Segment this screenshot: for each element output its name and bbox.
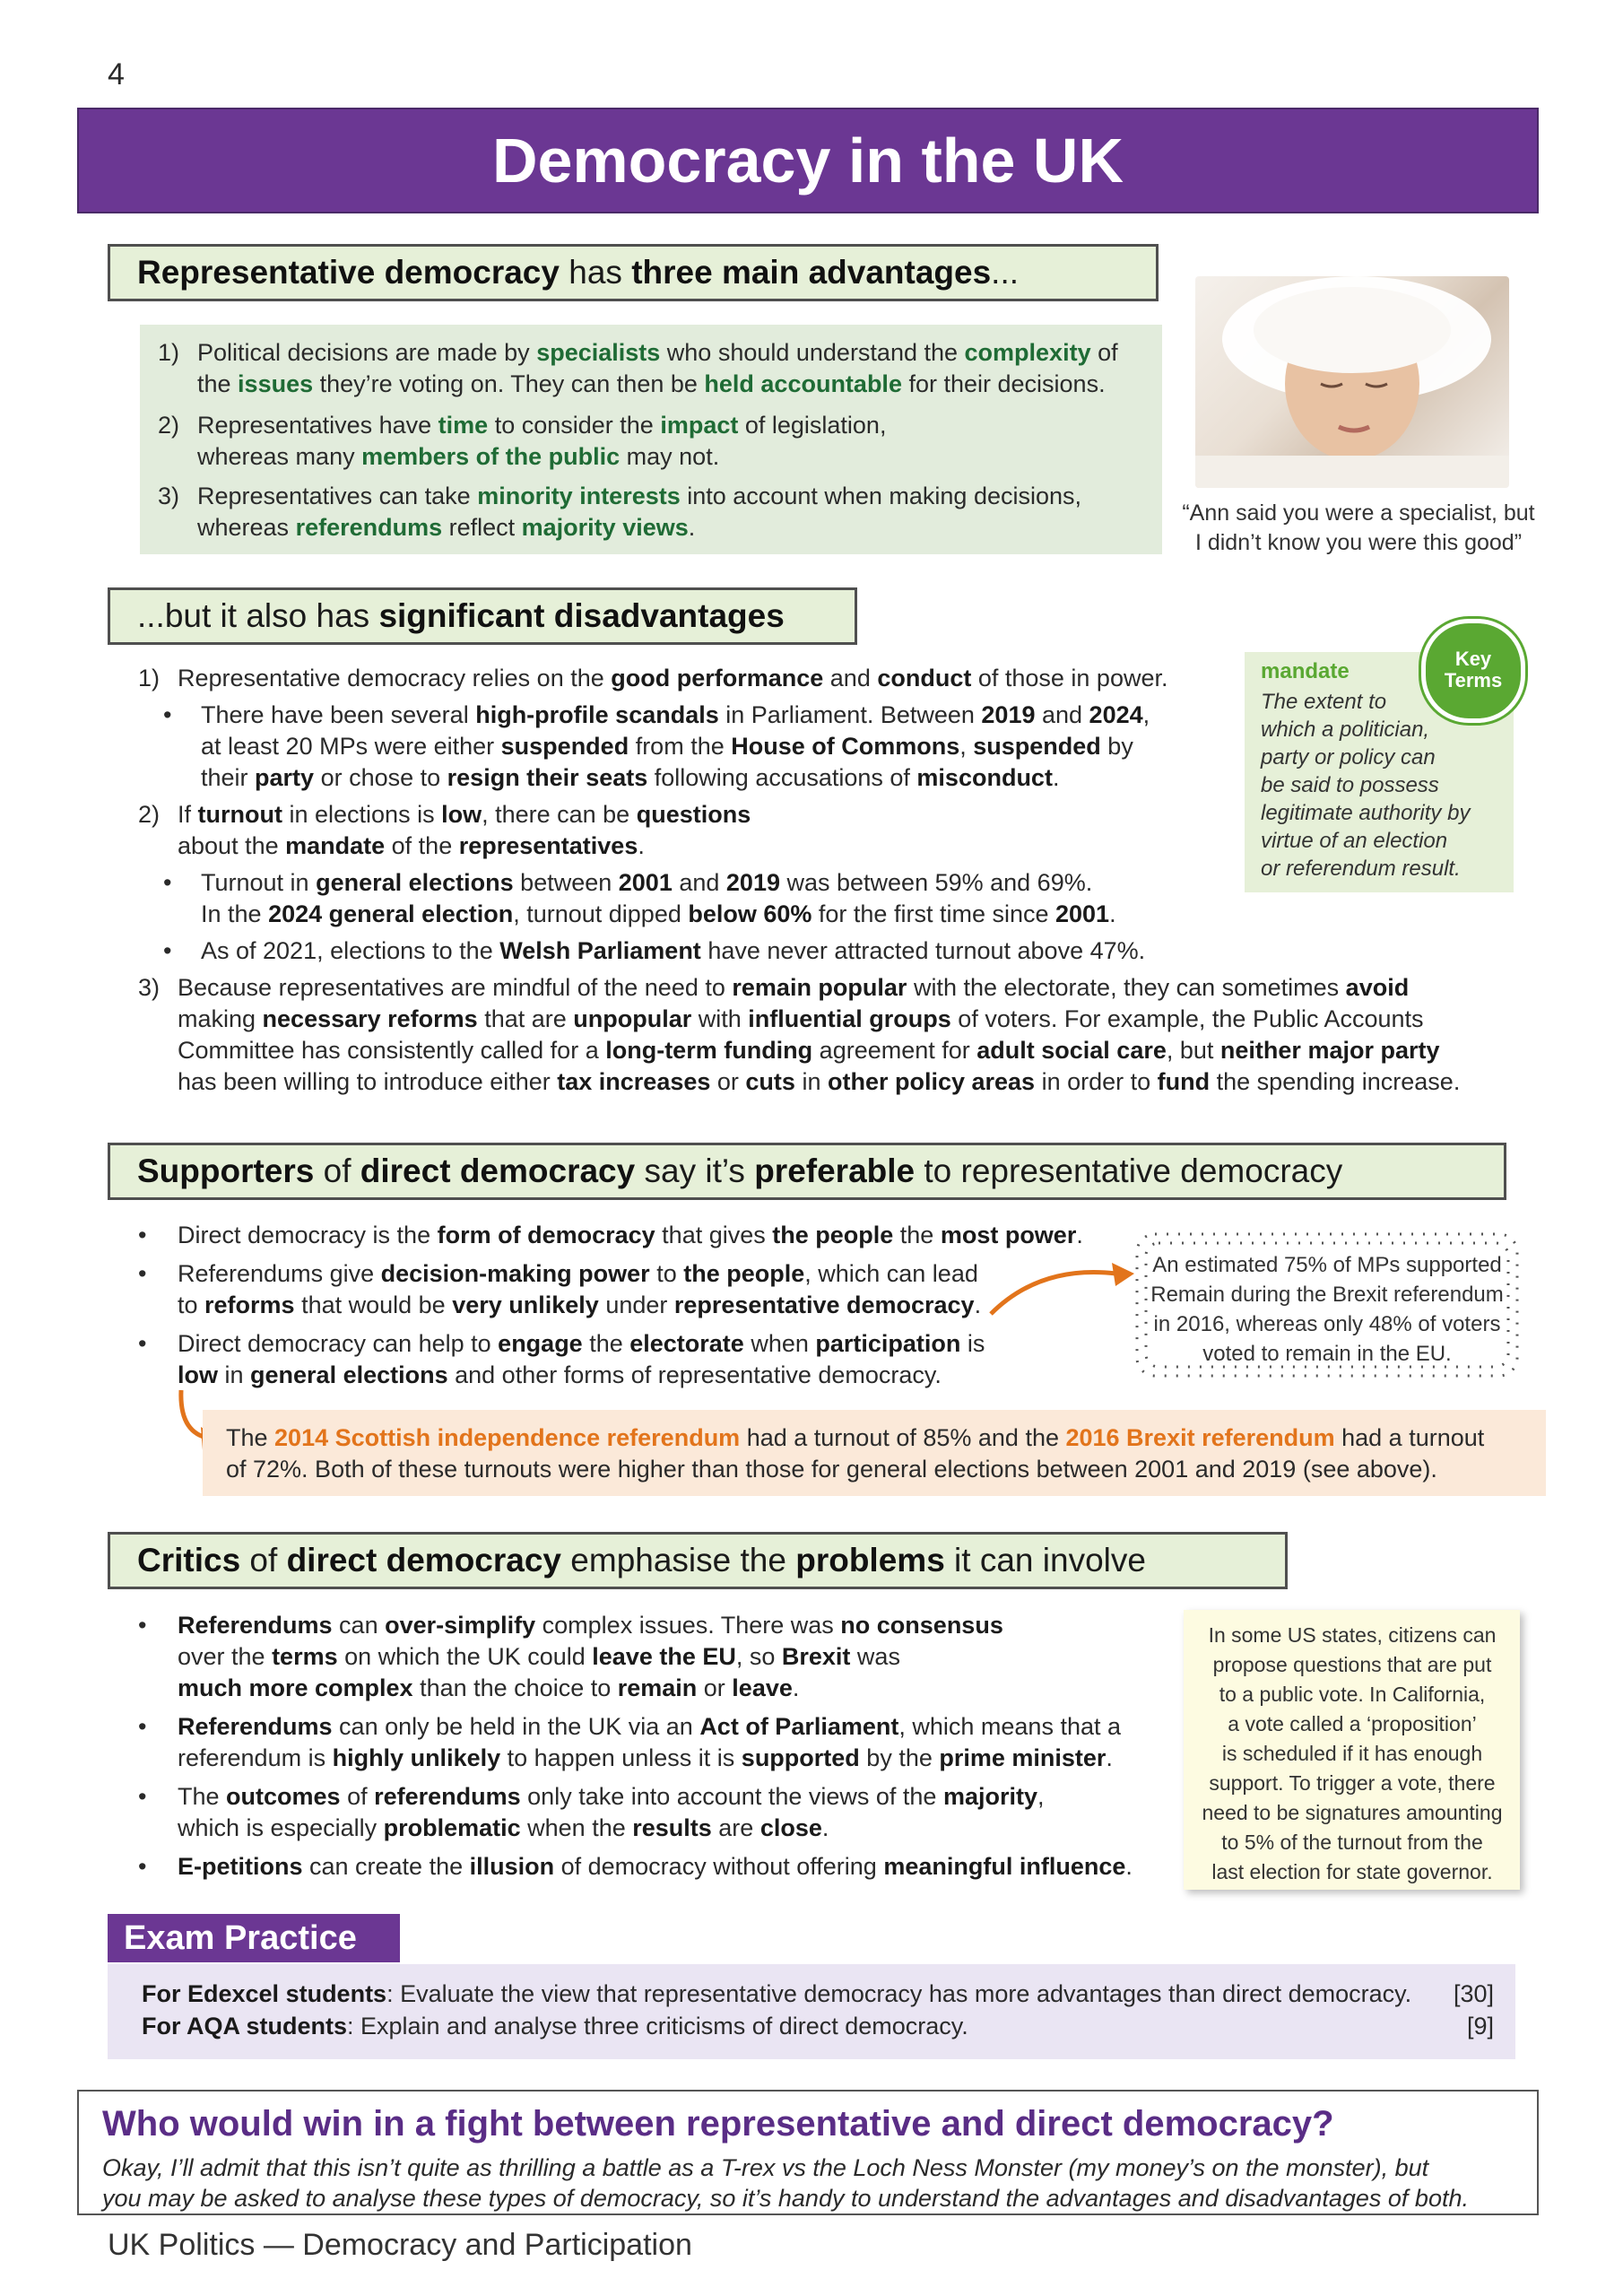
critic-bullet-3: • The outcomes of referendums only take into account the views of the majority, which is especially problematic when the results are close. (138, 1783, 1045, 1841)
critic-bullet-1: • Referendums can over-simplify complex issues. There was no consensus over the terms on which the UK could leave the EU, so Brexit was much more complex than the choice to remain or leave. (138, 1612, 1003, 1701)
advantage-item-3: 3) Representatives can take minority interests into account when making decisions, whereas referendums reflect majority views. (158, 483, 1082, 541)
disadvantage-item-3: 3) Because representatives are mindful of the need to remain popular with the electorate, they can sometimes avoid making necessary reforms that are unpopular with influential groups of voters. For example, the Public Accounts Committee has consistently called for a long-term funding agreement for adult social care, but neither major party has been willing to introduce either tax increases or cuts in other policy areas in order to fund the spending increase. (138, 974, 1461, 1095)
exam-marks-edexcel: [30] (1453, 1980, 1494, 2007)
referendum-turnout-text: The 2014 Scottish independence referendum had a turnout of 85% and the 2016 Brexit referendum had a turnout of 72%. Both of these turnouts were higher than those for general elections between 2001 and 2019 (see above). (226, 1424, 1485, 1483)
summary-text: Okay, I’ll admit that this isn’t quite as thrilling a battle as a T-rex vs the Loch Ness Monster (my money’s on the monster), but you may be asked to analyse these types of democracy, so it’s handy to understand the advantages and disadvantages of both. (102, 2154, 1469, 2212)
page-number: 4 (108, 57, 125, 91)
disadvantage-bullet-scandals: • There have been several high-profile scandals in Parliament. Between 2019 and 2024, at least 20 MPs were either suspended from the House of Commons, suspended by their party or chose to resign their seats following accusations of misconduct. (163, 701, 1150, 791)
disadvantage-item-1: 1) Representative democracy relies on the good performance and conduct of those in power. (138, 665, 1168, 691)
section-heading-supporters: Supporters of direct democracy say it’s preferable to representative democracy (108, 1143, 1506, 1200)
us-states-note (1184, 1610, 1520, 1890)
callout-text: An estimated 75% of MPs supported Remain during the Brexit referendum in 2016, whereas only 48% of voters voted to remain in the EU. (1150, 1253, 1504, 1366)
us-states-note-text: In some US states, citizens can propose questions that are put to a public vote. In California, a vote called a ‘proposition’ is scheduled if it has enough support. To trigger a vote, there need to be signatures amounting to 5% of the turnout from the last election for state governor. (1202, 1623, 1503, 1883)
exam-practice-box (108, 1964, 1515, 2059)
page-title: Democracy in the UK (77, 108, 1539, 213)
summary-box (77, 2090, 1539, 2215)
advantage-item-2: 2) Representatives have time to consider the impact of legislation, whereas many members of the public may not. (158, 412, 887, 470)
key-term-name: mandate (1261, 659, 1350, 683)
brexit-mps-callout (1130, 1229, 1524, 1381)
summary-title: Who would win in a fight between representative and direct democracy? (102, 2104, 1334, 2144)
exam-practice-heading: Exam Practice (108, 1914, 400, 1962)
referendum-turnout-note (203, 1410, 1546, 1496)
key-terms-badge: Key Terms (1421, 619, 1525, 723)
advantage-item-1: 1) Political decisions are made by specialists who should understand the complexity of the issues they’re voting on. They can then be held accountable for their decisions. (158, 339, 1118, 397)
spa-photo (1195, 276, 1509, 488)
key-term-definition: The extent to which a politician, party or policy can be said to possess legitimate authority by virtue of an election or referendum result. (1261, 690, 1471, 881)
supporter-bullet-2: • Referendums give decision-making power to the people, which can lead to reforms that would be very unlikely under representative democracy. (138, 1260, 982, 1318)
disadvantage-item-2: 2) If turnout in elections is low, there can be questions about the mandate of the representatives. (138, 801, 751, 859)
sleeping-woman-image (1195, 276, 1509, 488)
critics-list (138, 1610, 1178, 1883)
critic-bullet-4: • E-petitions can create the illusion of democracy without offering meaningful influence. (138, 1853, 1133, 1880)
arrow-to-callout-icon (986, 1247, 1139, 1327)
critic-bullet-2: • Referendums can only be held in the UK via an Act of Parliament, which means that a referendum is highly unlikely to happen unless it is supported by the prime minister. (138, 1713, 1122, 1771)
photo-caption: “Ann said you were a specialist, but I didn’t know you were this good” (1182, 500, 1535, 555)
section-heading-disadvantages: ...but it also has significant disadvantages (108, 587, 857, 645)
supporter-bullet-3: • Direct democracy can help to engage the electorate when participation is low in general elections and other forms of representative democracy. (138, 1330, 985, 1388)
section-footer-label: UK Politics — Democracy and Participation (108, 2228, 692, 2262)
supporters-list (138, 1220, 1133, 1391)
section-heading-advantages: Representative democracy has three main advantages... (108, 244, 1159, 301)
supporter-bullet-1: • Direct democracy is the form of democracy that gives the people the most power. (138, 1222, 1083, 1248)
exam-marks-aqa: [9] (1466, 2013, 1494, 2039)
exam-question-aqa: For AQA students: Explain and analyse three criticisms of direct democracy. (142, 2013, 968, 2039)
section-heading-critics: Critics of direct democracy emphasise the problems it can involve (108, 1532, 1288, 1589)
exam-question-edexcel: For Edexcel students: Evaluate the view that representative democracy has more advantages than direct democracy. (142, 1980, 1412, 2007)
disadvantage-bullet-turnout: • Turnout in general elections between 2001 and 2019 was between 59% and 69%. In the 2024 general election, turnout dipped below 60% for the first time since 2001. (163, 869, 1116, 927)
advantages-box (140, 325, 1162, 554)
disadvantage-bullet-wales: • As of 2021, elections to the Welsh Parliament have never attracted turnout above 47%. (163, 937, 1146, 964)
